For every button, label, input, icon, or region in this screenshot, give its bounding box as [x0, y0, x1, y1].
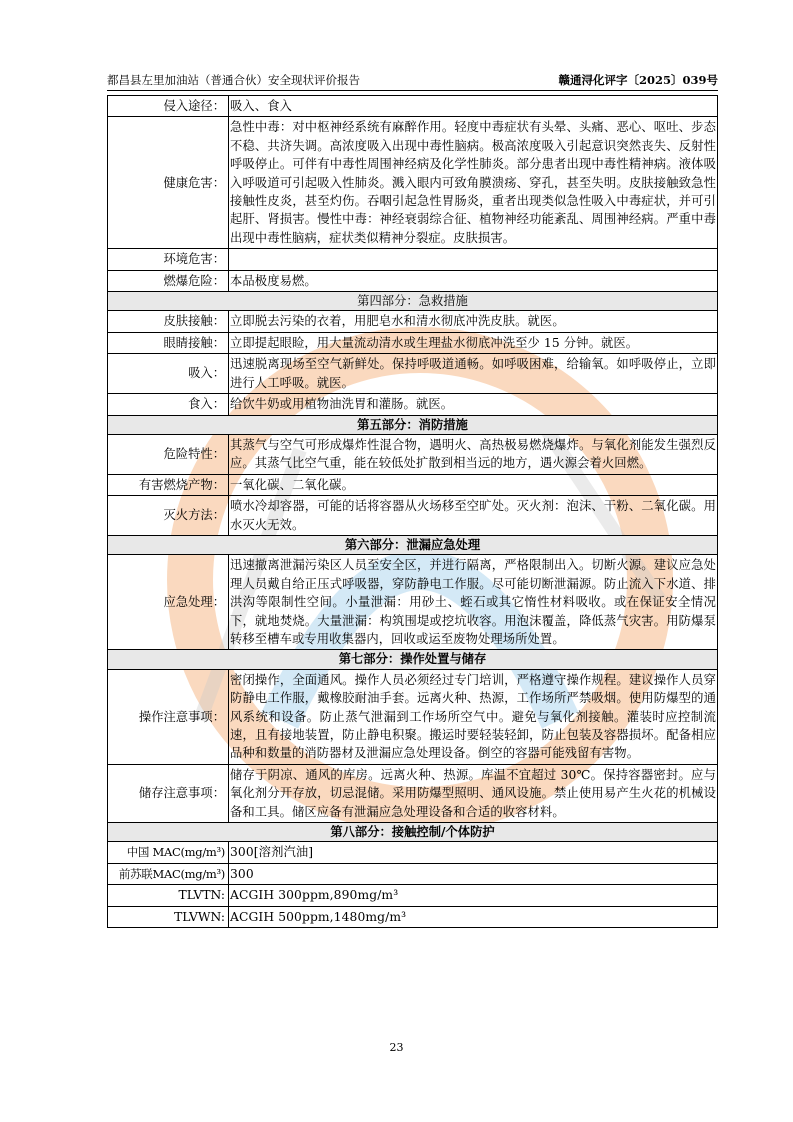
section-8-title: 第八部分：接触控制/个体防护 — [108, 823, 718, 842]
table-row — [108, 863, 718, 884]
table-row — [108, 434, 718, 474]
table-row — [108, 669, 718, 764]
extinguish-value: 喷水冷却容器，可能的话将容器从火场移至空旷处。灭火剂：泡沫、干粉、二氧化碳。用水灭火无效。 — [229, 496, 718, 536]
table-row — [108, 354, 718, 394]
ingest-value: 给饮牛奶或用植物油洗胃和灌肠。就医。 — [229, 394, 718, 415]
inhale-label: 吸入： — [108, 354, 229, 394]
env-value — [229, 249, 718, 270]
health-value: 急性中毒：对中枢神经系统有麻醉作用。轻度中毒症状有头晕、头痛、恶心、呕吐、步态不稳、共济失调。高浓度吸入出现中毒性脑病。极高浓度吸入引起意识突然丧失、反射性呼吸停止。可伴有中毒性周围神经病及化学性肺炎。部分患者出现中毒性精神病。液体吸入呼吸道可引起吸入性肺炎。溅入眼内可致角膜溃疡、穿孔，甚至失明。皮肤接触致急性接触性皮炎，甚至灼伤。吞咽引起急性胃肠炎，重者出现类似急性吸入中毒症状，并可引起肝、肾损害。慢性中毒：神经衰弱综合征、植物神经功能紊乱、周围神经病。严重中毒出现中毒性脑病，症状类似精神分裂症。皮肤损害。 — [229, 117, 718, 249]
section-row — [108, 650, 718, 669]
mac-cn-value: 300[溶剂汽油] — [229, 842, 718, 863]
section-row — [108, 823, 718, 842]
page-number: 23 — [389, 1041, 404, 1054]
table-row — [108, 249, 718, 270]
combust-label: 有害燃烧产物： — [108, 474, 229, 495]
combust-value: 一氧化碳、二氧化碳。 — [229, 474, 718, 495]
operate-value: 密闭操作，全面通风。操作人员必须经过专门培训，严格遵守操作规程。建议操作人员穿防静电工作服，戴橡胶耐油手套。远离火种、热源，工作场所严禁吸烟。使用防爆型的通风系统和设备。防止蒸气泄漏到工作场所空气中。避免与氧化剂接触。灌装时应控制流速，且有接地装置，防止静电积聚。搬运时要轻装轻卸，防止包装及容器损坏。配备相应品种和数量的消防器材及泄漏应急处理设备。倒空的容器可能残留有害物。 — [229, 669, 718, 764]
table-row — [108, 474, 718, 495]
hazard-label: 危险特性： — [108, 434, 229, 474]
skin-value: 立即脱去污染的衣着，用肥皂水和清水彻底冲洗皮肤。就医。 — [229, 311, 718, 332]
table-row — [108, 332, 718, 353]
eye-label: 眼睛接触： — [108, 332, 229, 353]
section-6-title: 第六部分：泄漏应急处理 — [108, 535, 718, 554]
section-row — [108, 292, 718, 311]
ingest-label: 食入： — [108, 394, 229, 415]
extinguish-label: 灭火方法： — [108, 496, 229, 536]
section-row — [108, 535, 718, 554]
table-row — [108, 906, 718, 927]
table-row — [108, 117, 718, 249]
table-row — [108, 394, 718, 415]
table-row — [108, 496, 718, 536]
eye-value: 立即提起眼睑，用大量流动清水或生理盐水彻底冲洗至少 15 分钟。就医。 — [229, 332, 718, 353]
tlvtn-value: ACGIH 300ppm,890mg/m³ — [229, 885, 718, 906]
table-row — [108, 311, 718, 332]
section-5-title: 第五部分：消防措施 — [108, 415, 718, 434]
hazard-value: 其蒸气与空气可形成爆炸性混合物，遇明火、高热极易燃烧爆炸。与氧化剂能发生强烈反应。其蒸气比空气重，能在较低处扩散到相当远的地方，遇火源会着火回燃。 — [229, 434, 718, 474]
mac-cn-label: 中国 MAC(mg/m³) — [108, 842, 229, 863]
route-label: 侵入途径： — [108, 96, 229, 117]
health-label: 健康危害： — [108, 117, 229, 249]
mac-su-value: 300 — [229, 863, 718, 884]
msds-table — [107, 95, 718, 928]
table-row — [108, 96, 718, 117]
emergency-value: 迅速撤离泄漏污染区人员至安全区，并进行隔离，严格限制出入。切断火源。建议应急处理人员戴自给正压式呼吸器，穿防静电工作服。尽可能切断泄漏源。防止流入下水道、排洪沟等限制性空间。小量泄漏：用砂土、蛭石或其它惰性材料吸收。或在保证安全情况下，就地焚烧。大量泄漏：构筑围堤或挖坑收容。用泡沫覆盖，降低蒸气灾害。用防爆泵转移至槽车或专用收集器内，回收或运至废物处理场所处置。 — [229, 555, 718, 650]
table-row — [108, 764, 718, 822]
storage-value: 储存于阴凉、通风的库房。远离火种、热源。库温不宜超过 30℃。保持容器密封。应与氧化剂分开存放，切忌混储。采用防爆型照明、通风设施。禁止使用易产生火花的机械设备和工具。储区应备有泄漏应急处理设备和合适的收容材料。 — [229, 764, 718, 822]
section-row — [108, 415, 718, 434]
mac-su-label: 前苏联MAC(mg/m³) — [108, 863, 229, 884]
skin-label: 皮肤接触： — [108, 311, 229, 332]
report-title: 都昌县左里加油站（普通合伙）安全现状评价报告 — [107, 73, 360, 87]
emergency-label: 应急处理： — [108, 555, 229, 650]
fire-label: 燃爆危险： — [108, 270, 229, 291]
table-row — [108, 885, 718, 906]
report-number: 赣通浔化评字〔2025〕039号 — [558, 73, 718, 87]
table-row — [108, 842, 718, 863]
route-value: 吸入、食入 — [229, 96, 718, 117]
inhale-value: 迅速脱离现场至空气新鲜处。保持呼吸道通畅。如呼吸困难，给输氧。如呼吸停止，立即进行人工呼吸。就医。 — [229, 354, 718, 394]
section-4-title: 第四部分：急救措施 — [108, 292, 718, 311]
tlvwn-value: ACGIH 500ppm,1480mg/m³ — [229, 906, 718, 927]
table-row — [108, 555, 718, 650]
tlvtn-label: TLVTN: — [108, 885, 229, 906]
section-7-title: 第七部分：操作处置与储存 — [108, 650, 718, 669]
tlvwn-label: TLVWN: — [108, 906, 229, 927]
fire-value: 本品极度易燃。 — [229, 270, 718, 291]
page-header — [107, 70, 718, 91]
env-label: 环境危害： — [108, 249, 229, 270]
operate-label: 操作注意事项： — [108, 669, 229, 764]
storage-label: 储存注意事项： — [108, 764, 229, 822]
table-row — [108, 270, 718, 291]
